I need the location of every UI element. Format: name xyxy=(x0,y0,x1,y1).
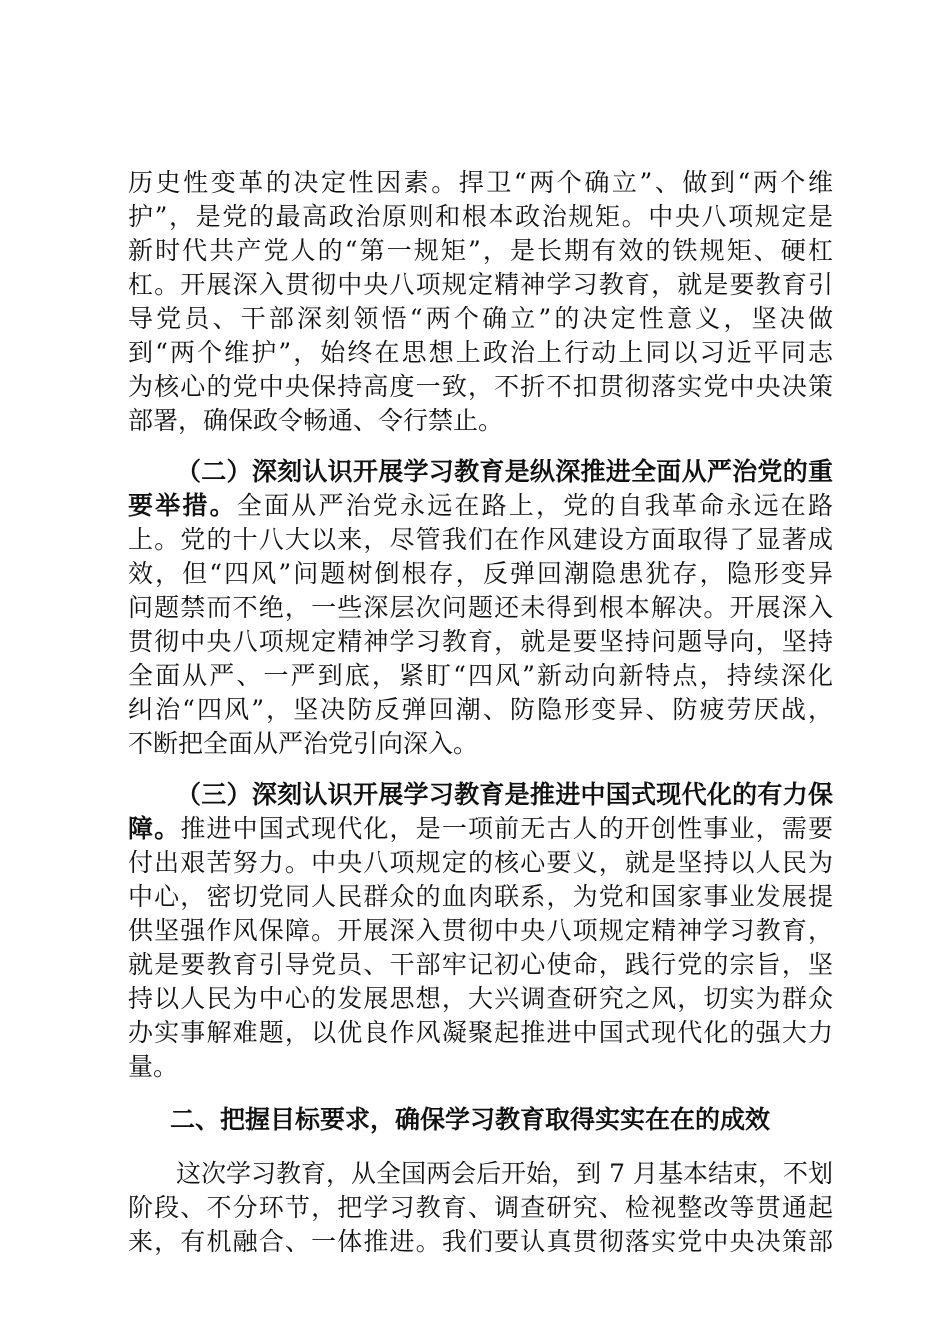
paragraph-1-line: 到“两个维护”，始终在思想上政治上行动上同以习近平同志 xyxy=(128,338,833,367)
paragraph-2-line: 贯彻中央八项规定精神学习教育，就是要坚持问题导向，坚持 xyxy=(128,627,833,656)
paragraph-2-bold-heading: （二）深刻认识开展学习教育是纵深推进全面从严治党的重 xyxy=(176,457,833,486)
paragraph-3-line-rest: 推进中国式现代化，是一项前无古人的开创性事业，需要 xyxy=(180,814,833,843)
paragraph-3-line xyxy=(128,812,833,846)
paragraph-2-line: 效，但“四风”问题树倒根存，反弹回潮隐患犹存，隐形变异 xyxy=(128,559,833,588)
paragraph-1-line: 历史性变革的决定性因素。捍卫“两个确立”、做到“两个维 xyxy=(128,168,833,197)
paragraph-3-line: 中心，密切党同人民群众的血肉联系，为党和国家事业发展提 xyxy=(128,882,833,911)
paragraph-2-bold-tail: 要举措。 xyxy=(128,491,237,520)
section-heading: 二、把握目标要求，确保学习教育取得实实在在的成效 xyxy=(170,1105,771,1134)
paragraph-3-bold-heading: （三）深刻认识开展学习教育是推进中国式现代化的有力保 xyxy=(176,780,833,809)
paragraph-1-line: 导党员、干部深刻领悟“两个确立”的决定性意义，坚决做 xyxy=(128,304,833,333)
paragraph-3-line: 付出艰苦努力。中央八项规定的核心要义，就是坚持以人民为 xyxy=(128,848,833,877)
paragraph-3-line: 量。 xyxy=(128,1052,179,1081)
paragraph-3-line: 持以人民为中心的发展思想，大兴调查研究之风，切实为群众 xyxy=(128,984,833,1013)
paragraph-4-line: 阶段、不分环节，把学习教育、调查研究、检视整改等贯通起 xyxy=(128,1193,833,1222)
paragraph-3-bold-tail: 障。 xyxy=(128,814,181,843)
paragraph-2-line: 不断把全面从严治党引向深入。 xyxy=(128,729,479,758)
paragraph-3-line: 就是要教育引导党员、干部牢记初心使命，践行党的宗旨，坚 xyxy=(128,950,833,979)
paragraph-2-line: 纠治“四风”，坚决防反弹回潮、防隐形变异、防疲劳厌战， xyxy=(128,695,833,724)
paragraph-2-line: 上。党的十八大以来，尽管我们在作风建设方面取得了显著成 xyxy=(128,525,833,554)
paragraph-2-line: 全面从严、一严到底，紧盯“四风”新动向新特点，持续深化 xyxy=(128,661,833,690)
paragraph-1-line: 为核心的党中央保持高度一致，不折不扣贯彻落实党中央决策 xyxy=(128,372,833,401)
paragraph-1-line: 护”，是党的最高政治原则和根本政治规矩。中央八项规定是 xyxy=(128,202,833,231)
paragraph-4-line: 这次学习教育，从全国两会后开始，到 7 月基本结束，不划 xyxy=(176,1159,833,1188)
paragraph-4-line: 来，有机融合、一体推进。我们要认真贯彻落实党中央决策部 xyxy=(128,1227,833,1256)
paragraph-1-line: 新时代共产党人的“第一规矩”，是长期有效的铁规矩、硬杠 xyxy=(128,236,833,265)
paragraph-2-line-rest: 全面从严治党永远在路上，党的自我革命永远在路 xyxy=(236,491,833,520)
paragraph-2-line: 问题禁而不绝，一些深层次问题还未得到根本解决。开展深入 xyxy=(128,593,833,622)
paragraph-1-line: 部署，确保政令畅通、令行禁止。 xyxy=(128,406,504,435)
paragraph-1-line: 杠。开展深入贯彻中央八项规定精神学习教育，就是要教育引 xyxy=(128,270,833,299)
paragraph-3-line: 办实事解难题，以优良作风凝聚起推进中国式现代化的强大力 xyxy=(128,1018,833,1047)
paragraph-2-line xyxy=(128,489,833,523)
paragraph-3-line: 供坚强作风保障。开展深入贯彻中央八项规定精神学习教育， xyxy=(128,916,833,945)
